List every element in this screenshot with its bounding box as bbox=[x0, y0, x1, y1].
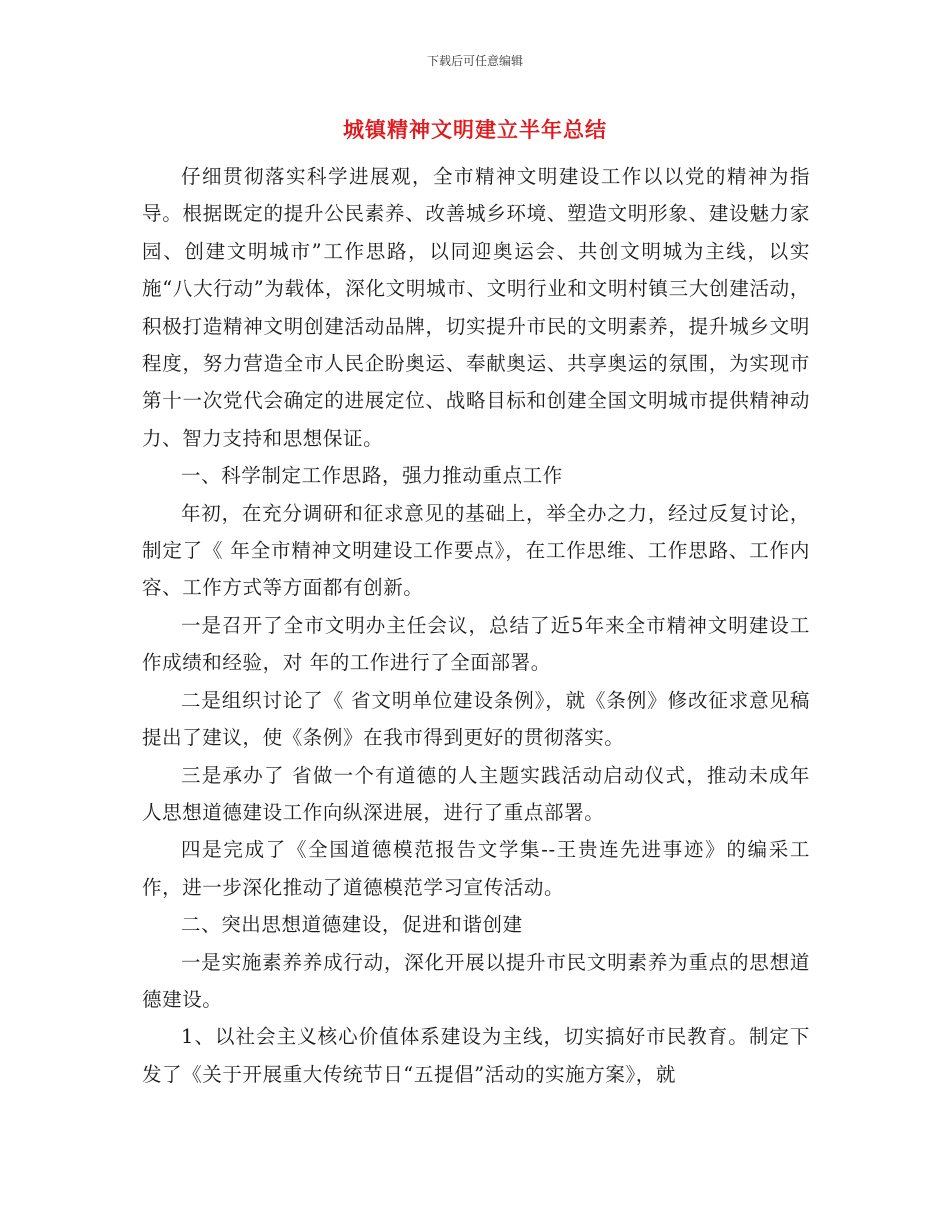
paragraph: 仔细贯彻落实科学进展观，全市精神文明建设工作以以党的精神为指导。根据既定的提升公民素养、改善城乡环境、塑造文明形象、建设魅力家园、创建文明城市”工作思路，以同迎奥运会、共创文明城为主线，以实施“八大行动”为载体，深化文明城市、文明行业和文明村镇三大创建活动，积极打造精神文明创建活动品牌，切实提升市民的文明素养，提升城乡文明程度，努力营造全市人民企盼奥运、奉献奥运、共享奥运的氛围，为实现市第十一次党代会确定的进展定位、战略目标和创建全国文明城市提供精神动力、智力支持和思想保证。 bbox=[142, 165, 810, 450]
paragraph: 一是召开了全市文明办主任会议，总结了近5年来全市精神文明建设工作成绩和经验，对 年的工作进行了全面部署。 bbox=[142, 613, 810, 675]
paragraph: 一是实施素养养成行动，深化开展以提升市民文明素养为重点的思想道德建设。 bbox=[142, 950, 810, 1011]
paragraph: 年初，在充分调研和征求意见的基础上，举全办之力，经过反复讨论，制定了《 年全市精神文明建设工作要点》，在工作思维、工作思路、工作内容、工作方式等方面都有创新。 bbox=[142, 501, 810, 600]
paragraph: 1、以社会主义核心价值体系建设为主线，切实搞好市民教育。制定下发了《关于开展重大传统节日“五提倡”活动的实施方案》，就 bbox=[142, 1025, 810, 1086]
document-body bbox=[142, 158, 810, 1093]
paragraph: 二是组织讨论了《 省文明单位建设条例》，就《条例》修改征求意见稿提出了建议，使《条例》在我市得到更好的贯彻落实。 bbox=[142, 688, 810, 750]
section-heading: 一、科学制定工作思路，强力推动重点工作 bbox=[181, 464, 563, 488]
paragraph: 三是承办了 省做一个有道德的人主题实践活动启动仪式，推动未成年人思想道德建设工作向纵深进展，进行了重点部署。 bbox=[142, 763, 810, 824]
document-title: 城镇精神文明建立半年总结 bbox=[343, 118, 607, 142]
header-note: 下载后可任意编辑 bbox=[426, 54, 523, 68]
paragraph: 四是完成了《全国道德模范报告文学集--王贵连先进事迹》的编采工作，进一步深化推动了道德模范学习宣传活动。 bbox=[142, 838, 810, 899]
section-heading: 二、突出思想道德建设，促进和谐创建 bbox=[181, 913, 523, 937]
